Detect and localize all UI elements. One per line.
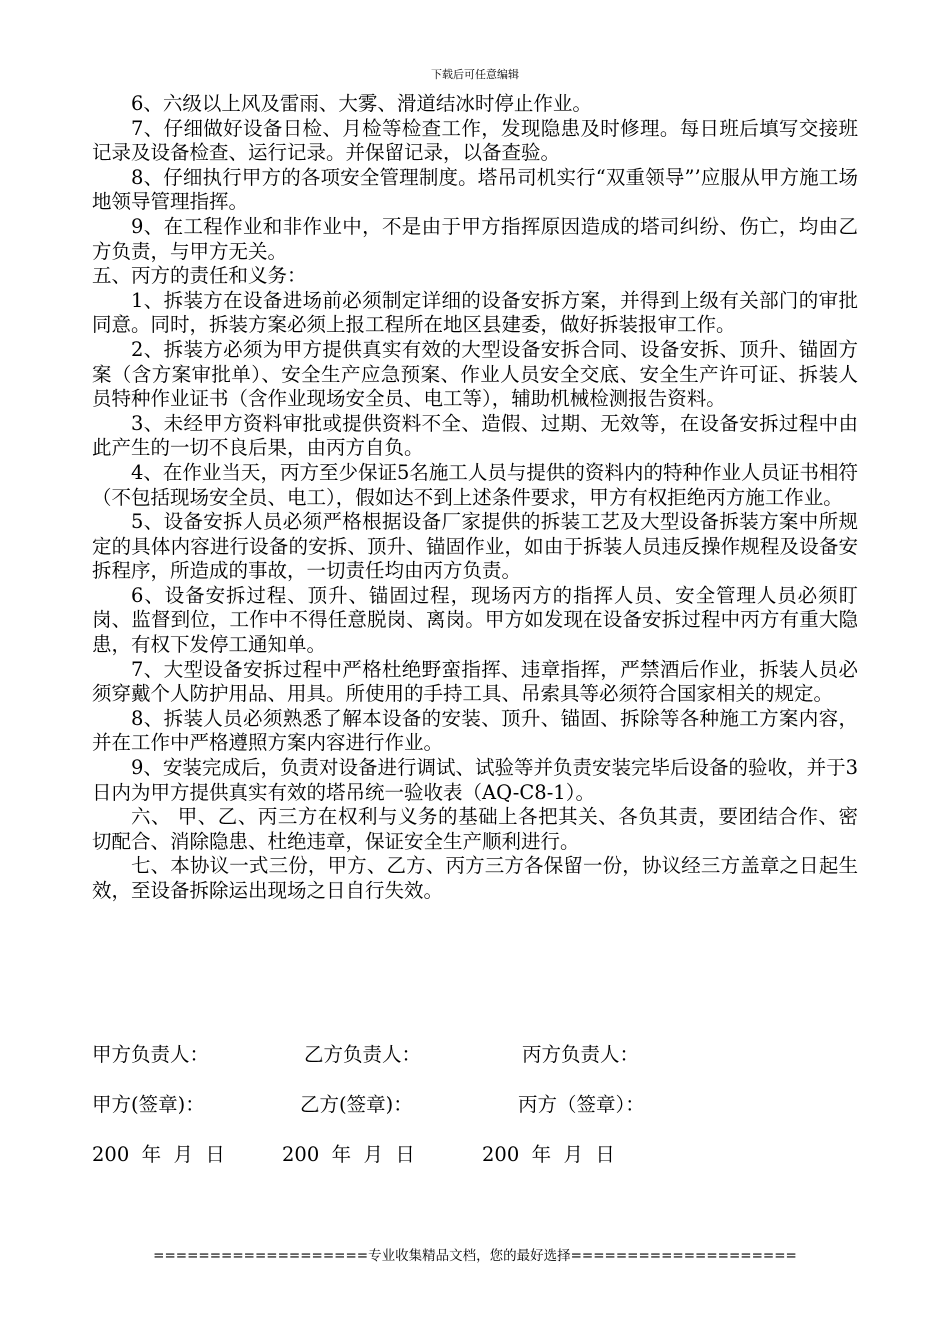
signature-row-date xyxy=(92,1140,858,1170)
document-body xyxy=(92,92,858,904)
clause-b3: 3、未经甲方资料审批或提供资料不全、造假、过期、无效等，在设备安拆过程中由此产生的一切不良后果，由丙方自负。 xyxy=(92,411,858,460)
section-heading-5: 五、丙方的责任和义务： xyxy=(92,264,307,288)
signature-row-responsible xyxy=(92,1040,858,1070)
signature-row-seal xyxy=(92,1090,858,1120)
section-7: 七、本协议一式三份，甲方、乙方、丙方三方各保留一份，协议经三方盖章之日起生效，至设备拆除运出现场之日自行失效。 xyxy=(92,854,858,902)
clause-b7: 7、大型设备安拆过程中严格杜绝野蛮指挥、违章指挥，严禁酒后作业，拆装人员必须穿戴个人防护用品、用具。所使用的手持工具、吊索具等必须符合国家相关的规定。 xyxy=(92,657,858,706)
clause-b1: 1、拆装方在设备进场前必须制定详细的设备安拆方案，并得到上级有关部门的审批同意。同时，拆装方案必须上报工程所在地区县建委，做好拆装报审工作。 xyxy=(92,288,858,337)
party-b-seal-label: 乙方(签章)： xyxy=(300,1093,413,1116)
section-6: 六、 甲、乙、丙三方在权利与义务的基础上各把其关、各负其责，要团结合作、密切配合、消除隐患、杜绝违章，保证安全生产顺利进行。 xyxy=(92,805,858,853)
clause-b2: 2、拆装方必须为甲方提供真实有效的大型设备安拆合同、设备安拆、顶升、锚固方案（含方案审批单）、安全生产应急预案、作业人员安全交底、安全生产许可证、拆装人员特种作业证书（含作业现场安全员、电工等），辅助机械检测报告资料。 xyxy=(92,337,858,411)
page-footer: ===================专业收集精品文档，您的最好选择==================== xyxy=(153,1248,797,1264)
party-a-seal-label: 甲方(签章)： xyxy=(92,1093,205,1116)
clause-a7: 7、仔细做好设备日检、月检等检查工作，发现隐患及时修理。每日班后填写交接班记录及设备检查、运行记录。并保留记录，以备查验。 xyxy=(92,116,858,165)
clause-b5: 5、设备安拆人员必须严格根据设备厂家提供的拆装工艺及大型设备拆装方案中所规定的具体内容进行设备的安拆、顶升、锚固作业，如由于拆装人员违反操作规程及设备安拆程序，所造成的事故，一切责任均由丙方负责。 xyxy=(92,510,858,583)
party-c-seal-label: 丙方（签章）： xyxy=(518,1093,645,1116)
clause-b6: 6、设备安拆过程、顶升、锚固过程，现场丙方的指挥人员、安全管理人员必须盯岗、监督到位，工作中不得任意脱岗、离岗。甲方如发现在设备安拆过程中丙方有重大隐患，有权下发停工通知单。 xyxy=(92,583,858,657)
clause-a9: 9、在工程作业和非作业中，不是由于甲方指挥原因造成的塔司纠纷、伤亡，均由乙方负责，与甲方无关。 xyxy=(92,214,858,263)
page-header: 下载后可任意编辑 xyxy=(431,68,519,81)
clause-b4: 4、在作业当天，丙方至少保证5名施工人员与提供的资料内的特种作业人员证书相符（不包括现场安全员、电工），假如达不到上述条件要求，甲方有权拒绝丙方施工作业。 xyxy=(92,460,858,509)
clause-a6: 6、六级以上风及雷雨、大雾、滑道结冰时停止作业。 xyxy=(131,92,592,115)
party-a-responsible-label: 甲方负责人： xyxy=(92,1043,210,1066)
party-b-date: 200 年 月 日 xyxy=(282,1143,415,1166)
party-b-responsible-label: 乙方负责人： xyxy=(304,1043,422,1066)
party-c-responsible-label: 丙方负责人： xyxy=(522,1043,640,1066)
clause-b8: 8、拆装人员必须熟悉了解本设备的安装、顶升、锚固、拆除等各种施工方案内容，并在工作中严格遵照方案内容进行作业。 xyxy=(92,706,858,755)
clause-b9: 9、安装完成后，负责对设备进行调试、试验等并负责安装完毕后设备的验收，并于3日内为甲方提供真实有效的塔吊统一验收表（AQ-C8-1）。 xyxy=(92,756,858,804)
clause-a8: 8、仔细执行甲方的各项安全管理制度。塔吊司机实行“双重领导”’应服从甲方施工场地领导管理指挥。 xyxy=(92,165,858,214)
party-a-date: 200 年 月 日 xyxy=(92,1143,225,1166)
party-c-date: 200 年 月 日 xyxy=(482,1143,615,1166)
